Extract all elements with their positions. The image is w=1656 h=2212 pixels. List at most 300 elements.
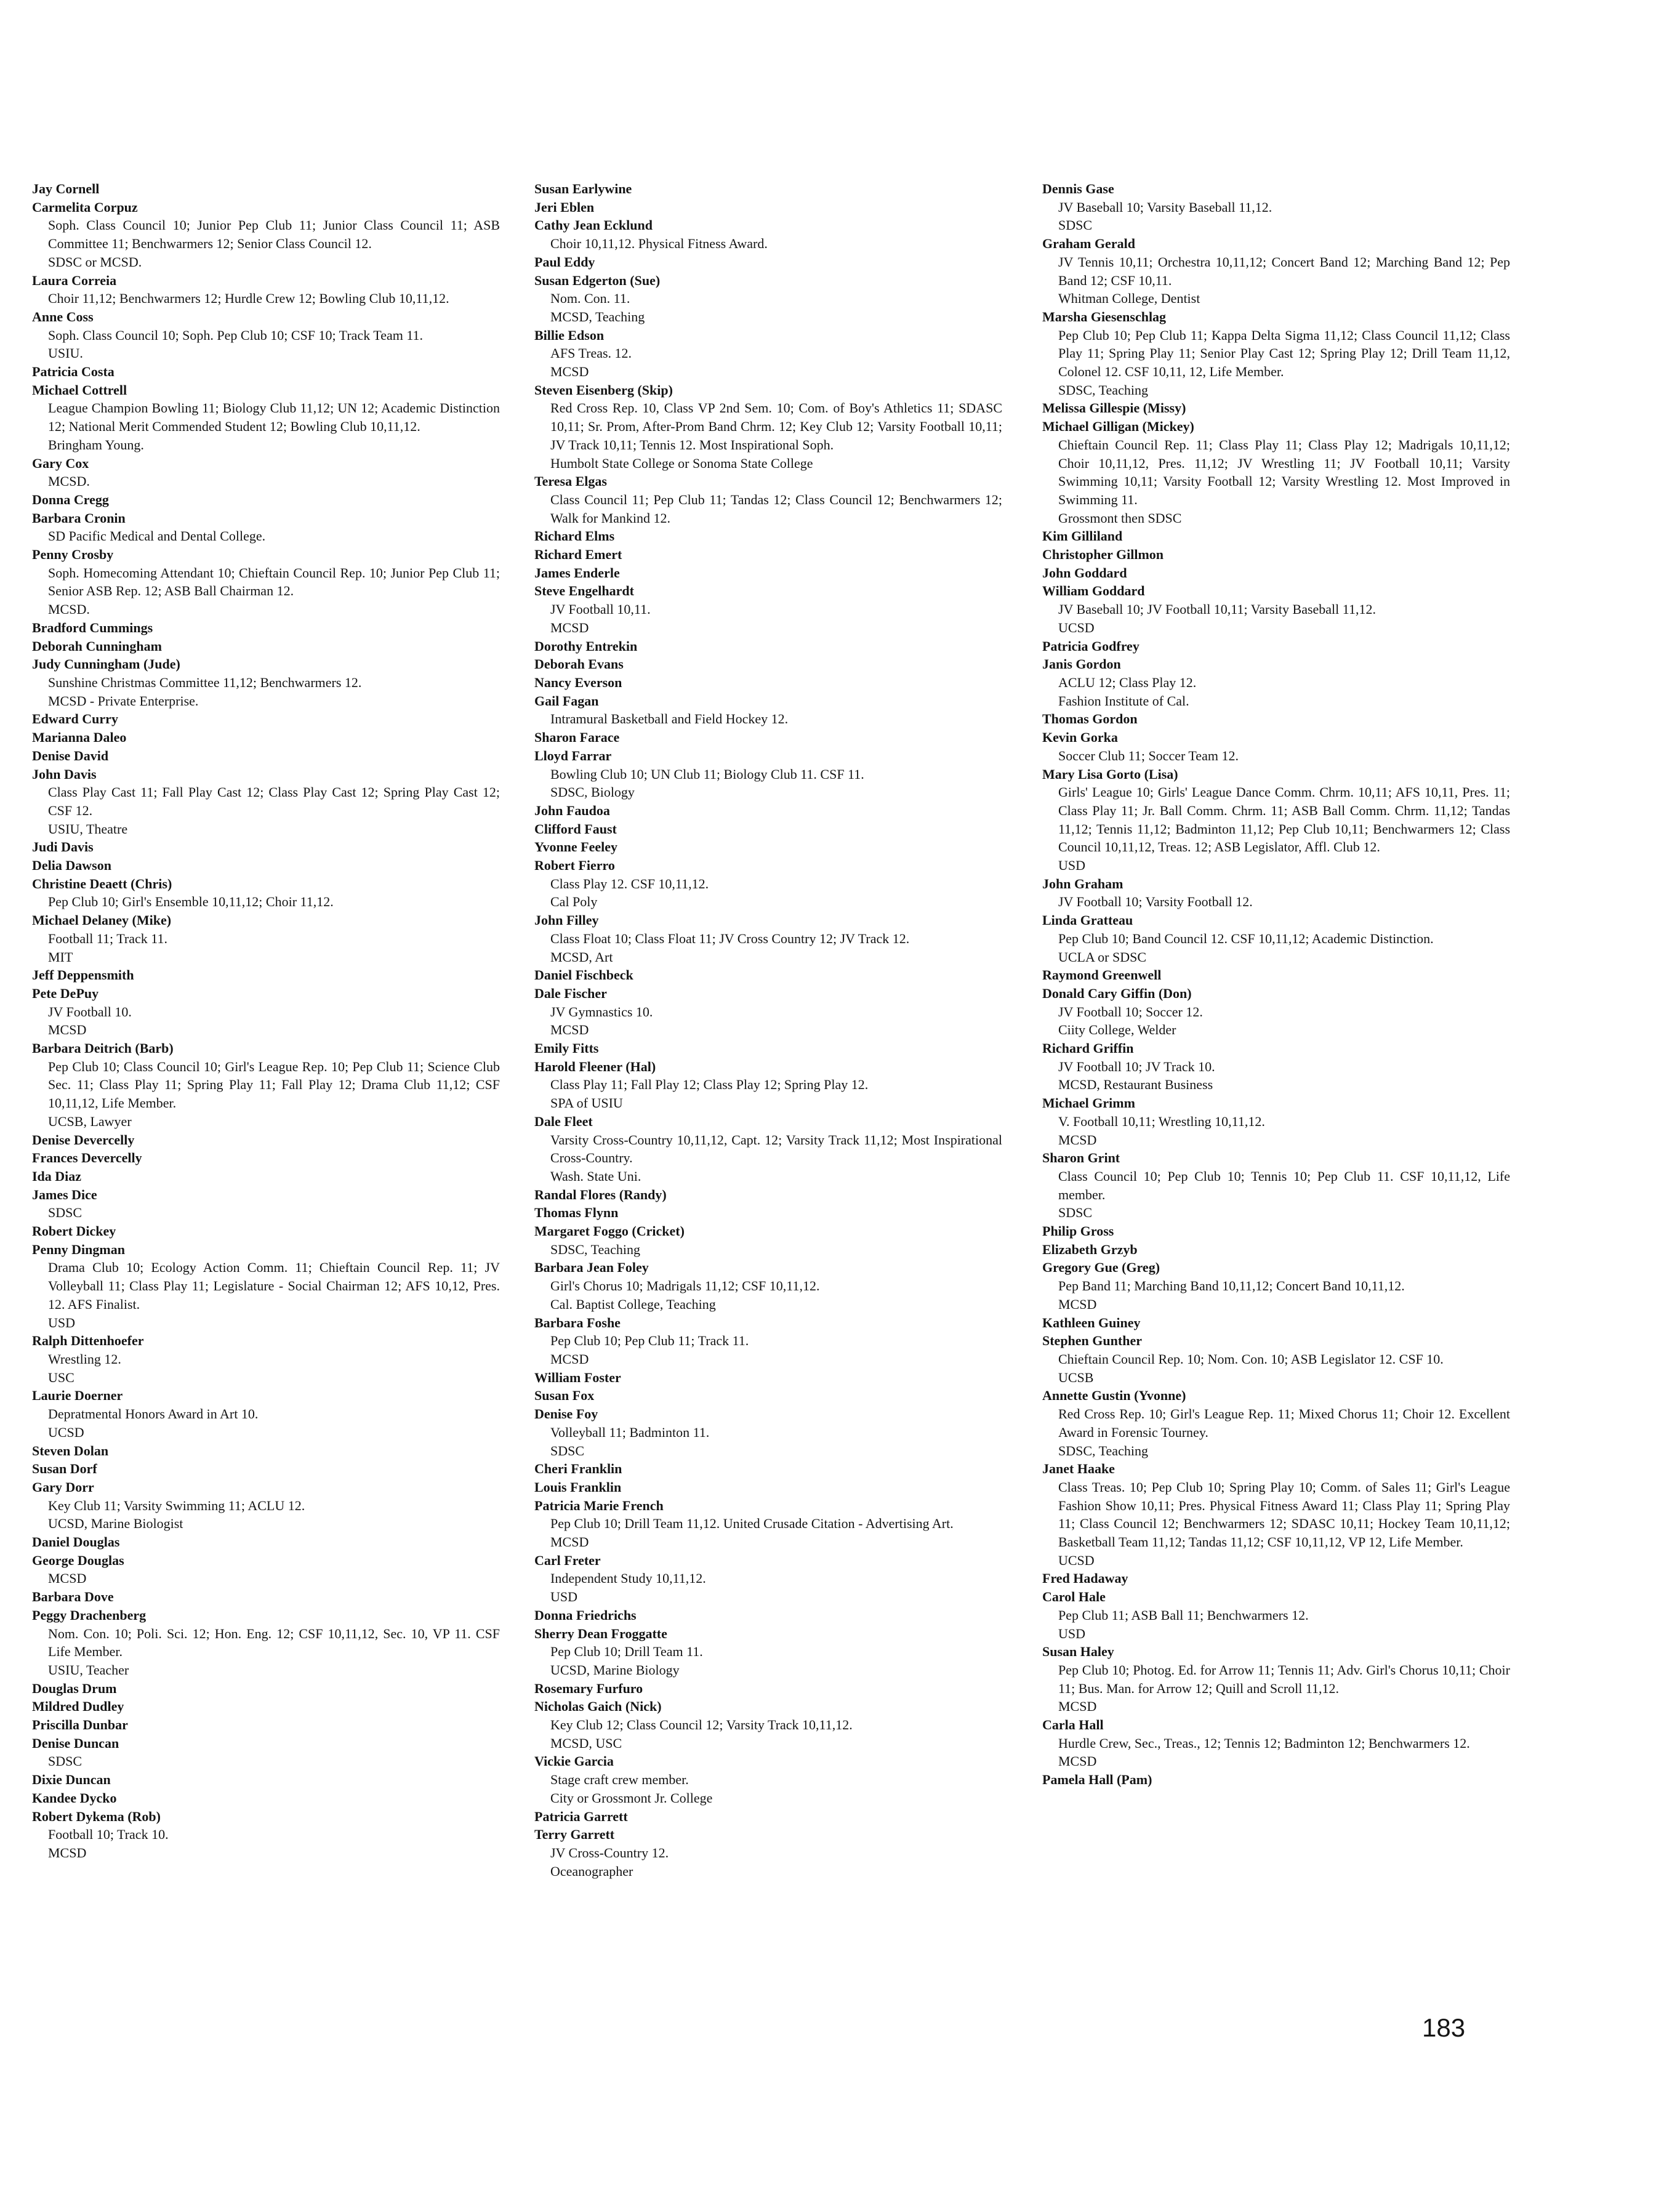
- student-detail: SDSC: [48, 1205, 82, 1221]
- student-name: Patricia Costa: [32, 364, 115, 380]
- student-name: Margaret Foggo (Cricket): [534, 1223, 685, 1239]
- student-name: Clifford Faust: [534, 821, 617, 837]
- student-detail: Pep Club 10; Class Council 10; Girl's League Rep. 10; Pep Club 11; Science Club Sec. 11; Class Play 11; Spring Play 11; Fall Play 12; Drama Club 11,12; CSF 10,11,12, Life Member.: [48, 1058, 500, 1111]
- student-name: Nancy Everson: [534, 674, 622, 690]
- student-detail: Chieftain Council Rep. 10; Nom. Con. 10; ASB Legislator 12. CSF 10.: [1058, 1351, 1444, 1367]
- student-name: Robert Dykema (Rob): [32, 1808, 161, 1824]
- senior-entry: [32, 1442, 500, 1460]
- student-name: Laurie Doerner: [32, 1388, 123, 1404]
- student-detail: Soph. Homecoming Attendant 10; Chieftain Council Rep. 10; Junior Pep Club 11; Senior ASB Rep. 12; ASB Ball Chairman 12.: [48, 565, 500, 599]
- student-detail: Pep Club 10; Pep Club 11; Track 11.: [550, 1333, 749, 1349]
- student-detail: MCSD: [550, 364, 589, 380]
- student-name: Lloyd Farrar: [534, 747, 612, 763]
- senior-entry: [534, 472, 1002, 527]
- senior-entry: [1042, 1258, 1510, 1313]
- student-detail: SDSC, Teaching: [1058, 382, 1148, 398]
- student-name: William Goddard: [1042, 583, 1145, 599]
- senior-entry: [32, 1149, 500, 1167]
- student-detail: JV Football 10; Soccer 12.: [1058, 1003, 1203, 1020]
- student-detail: Pep Club 11; ASB Ball 11; Benchwarmers 12.: [1058, 1607, 1309, 1623]
- student-name: Deborah Evans: [534, 656, 624, 672]
- senior-entry: [32, 1771, 500, 1789]
- student-detail: UCSB, Lawyer: [48, 1113, 132, 1129]
- senior-entry: [1042, 1332, 1510, 1386]
- student-detail: UCSB: [1058, 1369, 1094, 1385]
- student-name: Dennis Gase: [1042, 181, 1114, 196]
- student-name: Robert Dickey: [32, 1223, 116, 1239]
- student-name: Anne Coss: [32, 308, 94, 324]
- senior-entry: [1042, 1149, 1510, 1222]
- student-name: Jeri Eblen: [534, 199, 595, 215]
- senior-entry: [32, 1131, 500, 1149]
- student-name: Mildred Dudley: [32, 1699, 124, 1715]
- student-name: Melissa Gillespie (Missy): [1042, 400, 1186, 416]
- student-name: Emily Fitts: [534, 1040, 599, 1056]
- senior-entry: [534, 1058, 1002, 1112]
- student-name: William Foster: [534, 1369, 621, 1385]
- senior-entry: [32, 765, 500, 839]
- senior-entry: [534, 728, 1002, 747]
- student-name: Donna Friedrichs: [534, 1607, 637, 1623]
- student-detail: MCSD - Private Enterprise.: [48, 693, 199, 709]
- student-name: Marianna Daleo: [32, 730, 127, 746]
- student-name: Richard Griffin: [1042, 1040, 1134, 1056]
- student-detail: MCSD, Teaching: [550, 308, 645, 324]
- student-detail: Soph. Class Council 10; Soph. Pep Club 10; CSF 10; Track Team 11.: [48, 327, 424, 343]
- student-detail: Class Float 10; Class Float 11; JV Cross Country 12; JV Track 12.: [550, 930, 910, 946]
- senior-entry: [1042, 1314, 1510, 1332]
- student-detail: UCLA or SDSC: [1058, 949, 1147, 965]
- student-name: Gregory Gue (Greg): [1042, 1260, 1160, 1276]
- senior-entry: [534, 838, 1002, 856]
- student-detail: Football 11; Track 11.: [48, 930, 167, 946]
- student-name: Peggy Drachenberg: [32, 1607, 147, 1623]
- student-detail: Class Council 11; Pep Club 11; Tandas 12; Class Council 12; Benchwarmers 12; Walk for Mankind 12.: [550, 491, 1002, 526]
- senior-entry: [534, 1258, 1002, 1313]
- student-name: Mary Lisa Gorto (Lisa): [1042, 766, 1178, 782]
- student-detail: Soccer Club 11; Soccer Team 12.: [1058, 747, 1239, 763]
- senior-entry: [534, 674, 1002, 692]
- senior-entry: [534, 1460, 1002, 1478]
- student-name: Pamela Hall (Pam): [1042, 1772, 1152, 1788]
- senior-entry: [32, 619, 500, 637]
- student-detail: MCSD: [1058, 1132, 1097, 1148]
- student-detail: USC: [48, 1369, 74, 1385]
- student-detail: League Champion Bowling 11; Biology Club 11,12; UN 12; Academic Distinction 12; National Merit Commended Student 12; Bowling Club 10,11,12.: [48, 400, 500, 435]
- senior-entry: [1042, 417, 1510, 527]
- student-detail: V. Football 10,11; Wrestling 10,11,12.: [1058, 1113, 1265, 1129]
- student-name: Christine Deaett (Chris): [32, 875, 172, 891]
- student-name: Nicholas Gaich (Nick): [534, 1699, 662, 1715]
- student-name: Denise Devercelly: [32, 1132, 135, 1148]
- student-detail: UCSD: [48, 1424, 84, 1440]
- student-name: Dale Fleet: [534, 1113, 593, 1129]
- student-detail: Drama Club 10; Ecology Action Comm. 11; Chieftain Council Rep. 11; JV Volleyball 11; Class Play 11; Legislature - Social Chairman 12; AFS 10,12, Pres. 12. AFS Finalist.: [48, 1260, 500, 1312]
- student-name: John Faudoa: [534, 802, 610, 818]
- senior-entry: [32, 856, 500, 875]
- student-detail: Class Treas. 10; Pep Club 10; Spring Play 10; Comm. of Sales 11; Girl's League Fashion Show 10,11; Pres. Physical Fitness Award 11; Class Play 11; Spring Play 11; Class Council 12; Benchwarmers 12; SDASC 10,11; Hockey Team 10,11,12; Basketball Team 11,12; Tandas 11,12; CSF 10,11,12, VP 12, Life Member.: [1058, 1479, 1510, 1550]
- student-name: Barbara Foshe: [534, 1314, 621, 1330]
- student-detail: JV Baseball 10; JV Football 10,11; Varsity Baseball 11,12.: [1058, 601, 1376, 617]
- senior-entry: [1042, 564, 1510, 582]
- senior-entry: [1042, 1716, 1510, 1771]
- page-number: 183: [1422, 2013, 1466, 2042]
- student-detail: MCSD, USC: [550, 1735, 622, 1751]
- senior-entry: [534, 637, 1002, 656]
- senior-entry: [1042, 308, 1510, 400]
- student-name: James Enderle: [534, 565, 620, 581]
- senior-entry: [1042, 1241, 1510, 1259]
- senior-entry: [32, 637, 500, 656]
- student-name: Ralph Dittenhoefer: [32, 1333, 144, 1349]
- senior-entry: [32, 1789, 500, 1808]
- senior-entry: [1042, 1771, 1510, 1789]
- senior-entry: [1042, 984, 1510, 1039]
- senior-entry: [32, 1716, 500, 1734]
- student-name: Stephen Gunther: [1042, 1333, 1142, 1349]
- senior-entry: [534, 1606, 1002, 1625]
- student-name: Sharon Grint: [1042, 1150, 1120, 1166]
- student-name: Penny Dingman: [32, 1241, 125, 1257]
- student-detail: Sunshine Christmas Committee 11,12; Benchwarmers 12.: [48, 674, 362, 690]
- student-detail: Pep Club 10; Drill Team 11,12. United Crusade Citation - Advertising Art.: [550, 1516, 954, 1532]
- senior-entry: [32, 728, 500, 747]
- senior-entry: [32, 381, 500, 454]
- student-name: Richard Elms: [534, 528, 615, 544]
- senior-entry: [1042, 1386, 1510, 1460]
- student-detail: Key Club 12; Class Council 12; Varsity Track 10,11,12.: [550, 1717, 853, 1733]
- senior-entry: [534, 545, 1002, 564]
- student-name: Gary Cox: [32, 455, 89, 471]
- student-name: Marsha Giesenschlag: [1042, 308, 1167, 324]
- student-detail: City or Grossmont Jr. College: [550, 1790, 713, 1806]
- student-name: Carla Hall: [1042, 1717, 1104, 1733]
- senior-entry: [534, 1625, 1002, 1679]
- senior-entry: [534, 655, 1002, 674]
- senior-entry: [32, 1808, 500, 1862]
- student-detail: USIU, Theatre: [48, 821, 128, 837]
- student-detail: Stage craft crew member.: [550, 1772, 689, 1788]
- student-name: Harold Fleener (Hal): [534, 1058, 656, 1074]
- student-detail: Key Club 11; Varsity Swimming 11; ACLU 12.: [48, 1497, 305, 1513]
- senior-entry: [32, 180, 500, 198]
- student-name: Elizabeth Grzyb: [1042, 1241, 1138, 1257]
- student-name: Terry Garrett: [534, 1827, 615, 1843]
- senior-entry: [1042, 966, 1510, 984]
- student-name: Barbara Jean Foley: [534, 1260, 649, 1276]
- senior-entry: [1042, 637, 1510, 656]
- senior-entry: [32, 308, 500, 363]
- senior-entry: [534, 1186, 1002, 1204]
- senior-entry: [534, 1204, 1002, 1222]
- student-detail: Choir 10,11,12. Physical Fitness Award.: [550, 236, 768, 252]
- senior-entry: [32, 454, 500, 491]
- senior-entry: [534, 1222, 1002, 1258]
- student-detail: Depratmental Honors Award in Art 10.: [48, 1406, 259, 1422]
- student-name: Patricia Marie French: [534, 1497, 664, 1513]
- student-name: Carmelita Corpuz: [32, 199, 138, 215]
- student-name: Denise Duncan: [32, 1735, 119, 1751]
- senior-entry: [534, 271, 1002, 326]
- senior-entry: [1042, 710, 1510, 728]
- student-detail: Chieftain Council Rep. 11; Class Play 11; Class Play 12; Madrigals 10,11,12; Choir 10,11,12, Pres. 11,12; JV Wrestling 11; JV Football 10,11; Varsity Swimming 10,11; Varsity Football 12; Varsity Wrestling 12. Most Improved in Swimming 11.: [1058, 436, 1510, 507]
- student-name: Louis Franklin: [534, 1479, 622, 1495]
- senior-entry: [534, 820, 1002, 839]
- student-name: Janet Haake: [1042, 1461, 1115, 1477]
- senior-entry: [534, 1497, 1002, 1551]
- student-detail: Ciity College, Welder: [1058, 1022, 1176, 1038]
- senior-entry: [1042, 1460, 1510, 1569]
- student-name: Patricia Godfrey: [1042, 638, 1140, 654]
- student-detail: Pep Club 10; Girl's Ensemble 10,11,12; Choir 11,12.: [48, 894, 334, 910]
- senior-entry: [1042, 235, 1510, 308]
- senior-entry: [32, 545, 500, 619]
- senior-entry: [534, 1369, 1002, 1387]
- student-name: Deborah Cunningham: [32, 638, 162, 654]
- student-detail: Humbolt State College or Sonoma State College: [550, 455, 813, 471]
- student-detail: SPA of USIU: [550, 1095, 623, 1111]
- student-detail: USD: [1058, 858, 1086, 874]
- student-name: Patricia Garrett: [534, 1808, 628, 1824]
- student-name: John Goddard: [1042, 565, 1127, 581]
- senior-entry: [534, 326, 1002, 381]
- student-name: Steve Engelhardt: [534, 583, 634, 599]
- senior-entry: [32, 271, 500, 308]
- student-name: Edward Curry: [32, 711, 118, 727]
- student-detail: SDSC: [1058, 1205, 1093, 1221]
- senior-entry: [534, 1039, 1002, 1058]
- student-detail: Choir 11,12; Benchwarmers 12; Hurdle Crew 12; Bowling Club 10,11,12.: [48, 291, 449, 307]
- senior-entry: [32, 838, 500, 856]
- student-name: Barbara Deitrich (Barb): [32, 1040, 174, 1056]
- senior-entry: [1042, 1643, 1510, 1716]
- senior-entry: [32, 198, 500, 271]
- student-name: Denise David: [32, 747, 109, 763]
- student-detail: Pep Band 11; Marching Band 10,11,12; Concert Band 10,11,12.: [1058, 1278, 1405, 1294]
- senior-entry: [534, 1752, 1002, 1807]
- student-detail: MCSD: [48, 1571, 87, 1587]
- senior-entry: [534, 802, 1002, 820]
- senior-entry: [534, 984, 1002, 1039]
- student-name: Billie Edson: [534, 327, 605, 343]
- senior-entry: [32, 1606, 500, 1679]
- student-name: Gary Dorr: [32, 1479, 94, 1495]
- student-detail: Bowling Club 10; UN Club 11; Biology Club 11. CSF 11.: [550, 766, 864, 782]
- senior-entry: [1042, 582, 1510, 637]
- student-detail: JV Gymnastics 10.: [550, 1003, 653, 1020]
- student-detail: Whitman College, Dentist: [1058, 291, 1200, 307]
- student-detail: JV Football 10,11.: [550, 601, 651, 617]
- student-detail: MCSD: [550, 1534, 589, 1550]
- senior-entry: [32, 1241, 500, 1332]
- student-detail: JV Football 10.: [48, 1003, 132, 1020]
- student-detail: SDSC or MCSD.: [48, 254, 142, 270]
- student-name: Thomas Flynn: [534, 1205, 619, 1221]
- student-detail: Class Play 12. CSF 10,11,12.: [550, 875, 709, 891]
- senior-entry: [1042, 875, 1510, 911]
- student-name: Robert Fierro: [534, 858, 615, 874]
- senior-entry: [534, 216, 1002, 252]
- student-detail: UCSD: [1058, 1552, 1095, 1568]
- senior-entry: [32, 1460, 500, 1478]
- student-name: Denise Foy: [534, 1406, 598, 1422]
- student-detail: Wrestling 12.: [48, 1351, 121, 1367]
- student-name: Richard Emert: [534, 547, 622, 563]
- student-name: Michael Delaney (Mike): [32, 912, 172, 928]
- student-detail: Fashion Institute of Cal.: [1058, 693, 1189, 709]
- student-detail: MCSD.: [48, 601, 90, 617]
- student-name: Sherry Dean Froggatte: [534, 1625, 667, 1641]
- student-name: Donna Cregg: [32, 491, 109, 507]
- student-name: Graham Gerald: [1042, 236, 1135, 252]
- student-name: Michael Gilligan (Mickey): [1042, 419, 1194, 435]
- student-name: Rosemary Furfuro: [534, 1680, 643, 1696]
- senior-entry: [32, 655, 500, 710]
- student-detail: Bringham Young.: [48, 436, 144, 452]
- student-name: Susan Earlywine: [534, 181, 632, 196]
- senior-entry: [32, 710, 500, 728]
- senior-entry: [534, 911, 1002, 966]
- student-name: Janis Gordon: [1042, 656, 1121, 672]
- student-detail: UCSD, Marine Biology: [550, 1662, 680, 1678]
- senior-entry: [1042, 399, 1510, 417]
- student-detail: USD: [1058, 1625, 1086, 1641]
- student-detail: Class Council 10; Pep Club 10; Tennis 10; Pep Club 11. CSF 10,11,12, Life member.: [1058, 1168, 1510, 1202]
- student-detail: Pep Club 10; Pep Club 11; Kappa Delta Sigma 11,12; Class Council 11,12; Class Play 11; Spring Play 11; Senior Play Cast 12; Spring Play 12; Drill Team 11,12, Colonel 12. CSF 10,11, 12, Life Member.: [1058, 327, 1510, 380]
- senior-entry: [534, 1825, 1002, 1880]
- student-detail: AFS Treas. 12.: [550, 345, 632, 361]
- student-detail: Grossmont then SDSC: [1058, 510, 1182, 526]
- senior-entry: [32, 911, 500, 966]
- student-name: Susan Dorf: [32, 1461, 97, 1477]
- senior-entry: [1042, 1588, 1510, 1643]
- senior-entry: [32, 1186, 500, 1222]
- student-name: Delia Dawson: [32, 858, 111, 874]
- student-name: Steven Dolan: [32, 1442, 109, 1458]
- senior-entry: [1042, 1222, 1510, 1241]
- student-detail: USD: [48, 1314, 76, 1330]
- student-detail: Red Cross Rep. 10, Class VP 2nd Sem. 10; Com. of Boy's Athletics 11; SDASC 10,11; Sr. Prom, After-Prom Band Chrm. 12; Key Club 12; Varsity Football 10,11; JV Track 10,11; Tennis 12. Most Inspirational Soph.: [550, 400, 1002, 452]
- student-name: Kim Gilliland: [1042, 528, 1123, 544]
- senior-entry: [534, 1697, 1002, 1752]
- student-detail: SDSC, Biology: [550, 784, 635, 800]
- student-name: Thomas Gordon: [1042, 711, 1138, 727]
- student-name: Michael Cottrell: [32, 382, 127, 398]
- column-1: [32, 180, 500, 1862]
- senior-entry: [1042, 1569, 1510, 1588]
- senior-entry: [32, 875, 500, 911]
- senior-entry: [534, 582, 1002, 637]
- senior-entry: [534, 1386, 1002, 1405]
- student-name: John Filley: [534, 912, 599, 928]
- student-name: Judy Cunningham (Jude): [32, 656, 180, 672]
- student-detail: MCSD.: [48, 473, 90, 489]
- student-name: Dorothy Entrekin: [534, 638, 638, 654]
- student-detail: Independent Study 10,11,12.: [550, 1571, 706, 1587]
- student-detail: Class Play 11; Fall Play 12; Class Play 12; Spring Play 12.: [550, 1077, 869, 1093]
- student-name: Susan Fox: [534, 1388, 595, 1404]
- student-detail: MCSD: [1058, 1296, 1097, 1312]
- student-detail: Pep Club 10; Photog. Ed. for Arrow 11; Tennis 11; Adv. Girl's Chorus 10,11; Choir 11; Bus. Man. for Arrow 12; Quill and Scroll 11,12.: [1058, 1662, 1510, 1696]
- student-name: Daniel Fischbeck: [534, 967, 633, 983]
- senior-entry: [32, 1734, 500, 1771]
- student-detail: UCSD, Marine Biologist: [48, 1516, 183, 1532]
- senior-entry: [32, 1679, 500, 1698]
- senior-entry: [32, 1588, 500, 1606]
- student-name: Douglas Drum: [32, 1680, 117, 1696]
- student-detail: Girls' League 10; Girls' League Dance Comm. Chrm. 10,11; AFS 10,11, Pres. 11; Class Play 11; Jr. Ball Comm. Chrm. 11; ASB Ball Comm. Chrm. 11,12; Tandas 11,12; Tennis 11,12; Badminton 11,12; Pep Club 10,11; Benchwarmers 12; Class Council 10,11,12, Treas. 12; ASB Legislator, Affl. Club 12.: [1058, 784, 1510, 855]
- student-name: Carl Freter: [534, 1552, 601, 1568]
- student-name: Kevin Gorka: [1042, 730, 1118, 746]
- senior-entry: [1042, 180, 1510, 235]
- senior-entry: [534, 253, 1002, 271]
- student-detail: USIU.: [48, 345, 83, 361]
- student-detail: MCSD, Restaurant Business: [1058, 1077, 1213, 1093]
- senior-entry: [534, 966, 1002, 984]
- student-detail: Class Play Cast 11; Fall Play Cast 12; Class Play Cast 12; Spring Play Cast 12; CSF 12.: [48, 784, 500, 818]
- senior-entry: [534, 381, 1002, 473]
- student-name: Priscilla Dunbar: [32, 1717, 128, 1733]
- senior-entry: [32, 1332, 500, 1386]
- student-detail: JV Baseball 10; Varsity Baseball 11,12.: [1058, 199, 1272, 215]
- student-detail: SD Pacific Medical and Dental College.: [48, 528, 266, 544]
- student-name: Philip Gross: [1042, 1223, 1114, 1239]
- senior-entry: [534, 747, 1002, 802]
- student-detail: Soph. Class Council 10; Junior Pep Club 11; Junior Class Council 11; ASB Committee 11; Benchwarmers 12; Senior Class Council 12.: [48, 217, 500, 252]
- senior-entry: [32, 1386, 500, 1441]
- student-name: Jeff Deppensmith: [32, 967, 134, 983]
- student-name: Kandee Dycko: [32, 1790, 117, 1806]
- senior-entry: [32, 966, 500, 984]
- senior-entry: [1042, 527, 1510, 545]
- student-detail: Hurdle Crew, Sec., Treas., 12; Tennis 12; Badminton 12; Benchwarmers 12.: [1058, 1735, 1470, 1751]
- student-detail: UCSD: [1058, 619, 1095, 635]
- student-name: Barbara Cronin: [32, 510, 126, 526]
- student-name: Dixie Duncan: [32, 1772, 111, 1788]
- student-name: Susan Edgerton (Sue): [534, 272, 661, 288]
- student-detail: Varsity Cross-Country 10,11,12, Capt. 12; Varsity Track 11,12; Most Inspirational Cross-Country.: [550, 1132, 1002, 1166]
- student-detail: MCSD: [550, 1351, 589, 1367]
- student-detail: MCSD: [48, 1844, 87, 1860]
- senior-entry: [32, 1533, 500, 1551]
- student-name: Fred Hadaway: [1042, 1571, 1128, 1587]
- student-detail: MIT: [48, 949, 73, 965]
- senior-entry: [32, 1551, 500, 1588]
- senior-entry: [32, 1167, 500, 1186]
- student-detail: USIU, Teacher: [48, 1662, 129, 1678]
- senior-entry: [534, 1314, 1002, 1369]
- student-detail: SDSC, Teaching: [1058, 1442, 1148, 1458]
- student-detail: JV Football 10; Varsity Football 12.: [1058, 894, 1253, 910]
- student-detail: Nom. Con. 10; Poli. Sci. 12; Hon. Eng. 12; CSF 10,11,12, Sec. 10, VP 11. CSF Life Member.: [48, 1625, 500, 1660]
- senior-entry: [1042, 545, 1510, 564]
- student-name: Pete DePuy: [32, 985, 99, 1001]
- column-3: [1042, 180, 1510, 1789]
- student-name: Judi Davis: [32, 839, 94, 855]
- student-name: John Graham: [1042, 875, 1123, 891]
- student-detail: Pep Club 10; Band Council 12. CSF 10,11,12; Academic Distinction.: [1058, 930, 1434, 946]
- student-detail: Wash. State Uni.: [550, 1168, 641, 1184]
- senior-entry: [534, 1679, 1002, 1698]
- student-name: Bradford Cummings: [32, 619, 153, 635]
- senior-entry: [534, 1112, 1002, 1186]
- student-name: Sharon Farace: [534, 730, 620, 746]
- senior-entry: [32, 1697, 500, 1716]
- senior-entry: [32, 363, 500, 381]
- student-name: Carol Hale: [1042, 1589, 1106, 1605]
- student-name: Penny Crosby: [32, 547, 114, 563]
- student-detail: Pep Club 10; Drill Team 11.: [550, 1644, 703, 1660]
